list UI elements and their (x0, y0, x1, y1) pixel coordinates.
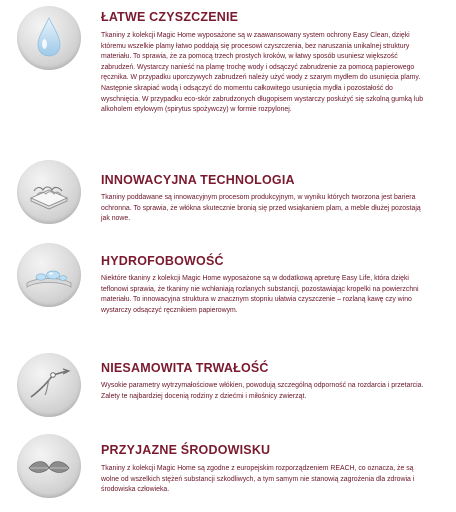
feature-description: Tkaniny z kolekcji Magic Home są zgodne z europejskim rozporządzeniem REACH, co oznacza, że są wolne od wszelkich stężeń substancji szkodliwych, a tym samym nie stanowią zagrożenia dla zdrowia i środowiska człowieka. (101, 465, 415, 494)
feature-title: INNOWACYJNA TECHNOLOGIA (101, 173, 295, 187)
durability-fiber-icon (17, 353, 81, 417)
leaves-icon (17, 434, 81, 498)
water-drop-icon (17, 6, 81, 70)
technology-layers-icon (17, 160, 81, 224)
feature-title: HYDROFOBOWOŚĆ (101, 254, 224, 268)
feature-description: Tkaniny poddawane są innowacyjnym procesom produkcyjnym, w wyniku których tworzona jest bariera ochronna. To sprawia, że włókna skutecznie bronią się przed wsiąkaniem plam, a meble dłużej pozostają jak nowe. (101, 194, 421, 223)
feature-title: PRZYJAZNE ŚRODOWISKU (101, 443, 271, 457)
feature-description: Niektóre tkaniny z kolekcji Magic Home wyposażone są w dodatkową apreturę Easy Life, która dzięki teflonowi sprawia, że tkaniny nie wchłaniają rozlanych substancji, pozostawiając kropelki na powierzchni materiału. To innowacyjna struktura w znacznym stopniu ułatwia czyszczenie – rozlaną kawę czy wino wystarczy odsączyć ręcznikiem papierowym. (101, 275, 419, 314)
water-droplets-icon (17, 243, 81, 307)
feature-description: Wysokie parametry wytrzymałościowe włókien, powodują szczególną odporność na rozdarcia i przetarcia. Zalety te najbardziej docenią rodziny z dziećmi i miłośnicy zwierząt. (101, 382, 424, 400)
feature-title: ŁATWE CZYSZCZENIE (101, 10, 239, 24)
feature-title: NIESAMOWITA TRWAŁOŚĆ (101, 361, 269, 375)
feature-description: Tkaniny z kolekcji Magic Home wyposażone są w zaawansowany system ochrony Easy Clean, dzięki któremu wszelkie plamy łatwo poddają się procesowi czyszczenia, bez naruszania unikalnej struktury materiału. To sprawia, że za pomocą trzech prostych kroków, w łatwy sposób usuniesz większość zabrudzeń. Wystarczy nanieść na plamę trochę wody i odsączyć zabrudzenie za pomocą papierowego ręcznika. W przypadku uporczywych zabrudzeń należy użyć wody z szarym mydłem do usunięcia plamy. Następnie skrapiać wodą i odsączyć do momentu całkowitego usunięcia mydła i pozostałość do wyschnięcia. W przypadku eco-skór zabrudzonych długopisem wystarczy posłużyć się szkolną gumką lub alkoholem etylowym (spirytus spożywczy) w formie rozpylonej. (101, 32, 424, 114)
